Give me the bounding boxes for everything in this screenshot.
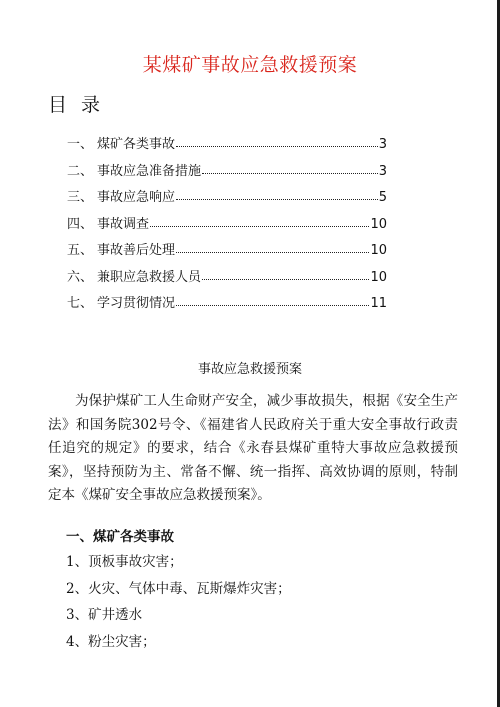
toc-item-number: 三、 bbox=[67, 190, 94, 205]
toc-item bbox=[67, 242, 387, 269]
toc-item-number: 二、 bbox=[67, 163, 94, 179]
toc-item-number: 六、 bbox=[67, 269, 94, 285]
list-item: 3、矿井透水 bbox=[66, 607, 143, 623]
toc-item-page: 3 bbox=[378, 137, 387, 152]
toc-leader bbox=[176, 189, 378, 200]
toc-item-page: 5 bbox=[378, 190, 387, 205]
toc-leader bbox=[202, 269, 369, 280]
toc-item-page: 3 bbox=[378, 163, 387, 179]
list-item: 2、火灾、气体中毒、瓦斯爆炸灾害； bbox=[66, 580, 291, 597]
toc-item-page: 10 bbox=[370, 216, 387, 232]
toc-item-title: 事故应急响应 bbox=[97, 190, 176, 205]
toc-item-title: 事故调查 bbox=[97, 216, 150, 232]
toc-item bbox=[67, 269, 387, 296]
toc-item-title: 煤矿各类事故 bbox=[97, 137, 176, 152]
toc-leader bbox=[150, 216, 369, 227]
toc-item bbox=[67, 189, 387, 216]
section-heading: 事故应急救援预案 bbox=[197, 362, 302, 377]
toc-leader bbox=[202, 163, 378, 174]
toc-item-title: 事故善后处理 bbox=[97, 243, 176, 258]
toc-item-number: 一、 bbox=[67, 137, 94, 152]
toc-item bbox=[67, 163, 387, 190]
list-item: 4、粉尘灾害； bbox=[66, 633, 156, 650]
toc-item-number: 七、 bbox=[67, 296, 94, 311]
toc-item-page: 10 bbox=[370, 243, 387, 258]
toc-leader bbox=[176, 136, 378, 147]
toc-item-number: 五、 bbox=[67, 243, 94, 258]
toc-leader bbox=[176, 242, 369, 253]
toc-heading: 目录 bbox=[48, 94, 115, 116]
list-item: 1、顶板事故灾害； bbox=[66, 554, 183, 570]
toc-item-page: 10 bbox=[370, 269, 387, 285]
toc-item-title: 兼职应急救援人员 bbox=[97, 269, 202, 285]
table-of-contents bbox=[67, 136, 387, 322]
intro-paragraph: 为保护煤矿工人生命财产安全，减少事故损失，根据《安全生产法》和国务院302号令、《福建省人民政府关于重大安全事故行政责任追究的规定》的要求，结合《永春县煤矿重特大事故应急救援预案》，坚持预防为主、常备不懈、统一指挥、高效协调的原则，特制定本《煤矿安全事故应急救援预案》。 bbox=[48, 393, 458, 503]
toc-leader bbox=[176, 295, 369, 306]
document-title: 某煤矿事故应急救援预案 bbox=[142, 54, 358, 76]
toc-item-page: 11 bbox=[370, 296, 387, 311]
sub-heading: 一、煤矿各类事故 bbox=[66, 529, 174, 545]
toc-item-title: 事故应急准备措施 bbox=[97, 163, 202, 179]
toc-item-number: 四、 bbox=[67, 216, 94, 232]
accident-list bbox=[66, 553, 291, 659]
toc-item bbox=[67, 295, 387, 322]
toc-item bbox=[67, 216, 387, 243]
toc-item bbox=[67, 136, 387, 163]
toc-item-title: 学习贯彻情况 bbox=[97, 296, 176, 311]
